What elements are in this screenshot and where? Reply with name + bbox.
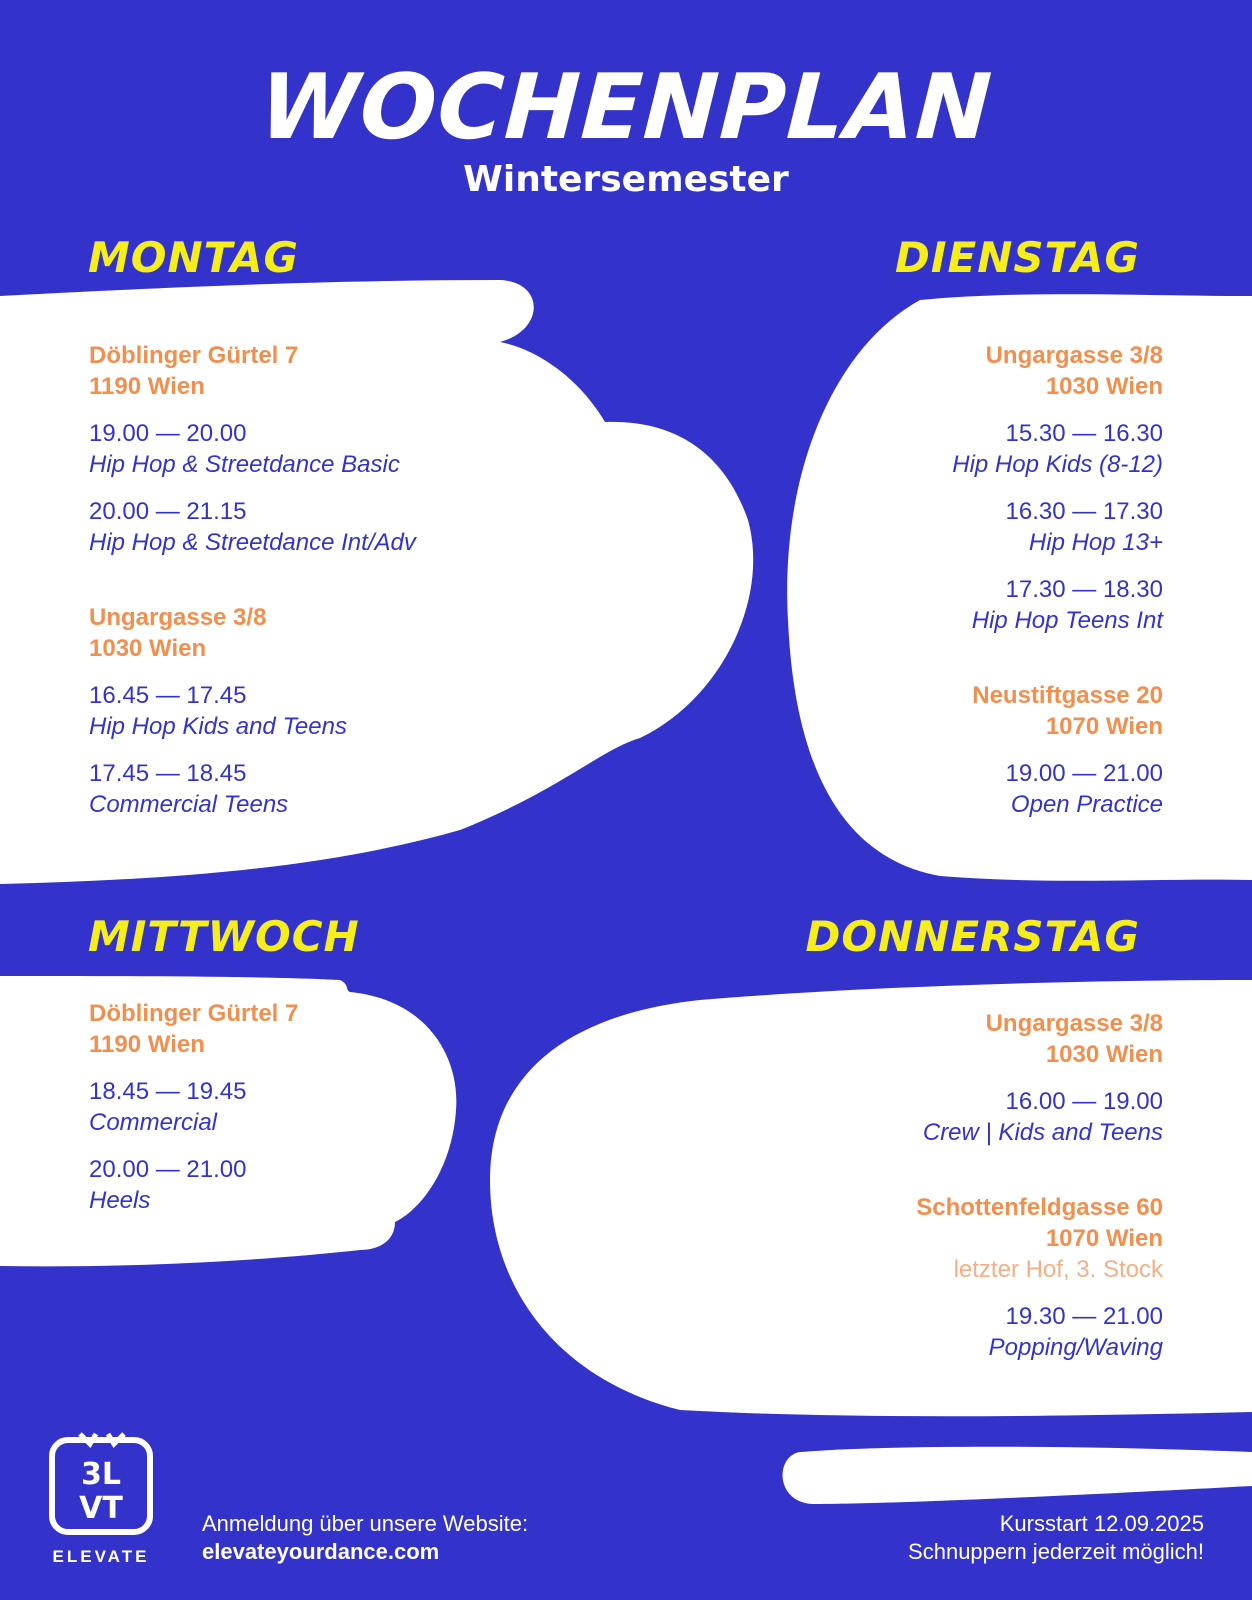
mittwoch-schedule bbox=[89, 998, 419, 1216]
location-city: 1190 Wien bbox=[89, 1031, 205, 1058]
class-slot bbox=[803, 758, 1163, 820]
class-slot bbox=[803, 418, 1163, 480]
class-name: Commercial Teens bbox=[89, 791, 289, 818]
location-street: Schottenfeldgasse 60 bbox=[916, 1194, 1163, 1221]
day-heading-dienstag: DIENSTAG bbox=[895, 233, 1140, 282]
class-name: Hip Hop & Streetdance Int/Adv bbox=[89, 529, 416, 556]
class-name: Crew | Kids and Teens bbox=[922, 1119, 1163, 1146]
page-title: WOCHENPLAN bbox=[257, 55, 995, 160]
class-time: 20.00 — 21.00 bbox=[89, 1156, 247, 1183]
class-time: 19.00 — 21.00 bbox=[1005, 760, 1163, 787]
course-start: Kursstart 12.09.2025 bbox=[999, 1511, 1204, 1536]
class-time: 15.30 — 16.30 bbox=[1005, 420, 1163, 447]
dienstag-schedule bbox=[803, 340, 1163, 820]
registration-info bbox=[202, 1510, 528, 1566]
location-street: Ungargasse 3/8 bbox=[985, 1010, 1163, 1037]
class-name: Hip Hop Kids and Teens bbox=[89, 713, 347, 740]
class-slot bbox=[803, 574, 1163, 636]
class-name: Commercial bbox=[89, 1109, 218, 1136]
class-slot bbox=[743, 1086, 1163, 1148]
location-note: letzter Hof, 3. Stock bbox=[953, 1256, 1163, 1283]
class-time: 19.30 — 21.00 bbox=[1005, 1303, 1163, 1330]
class-time: 17.30 — 18.30 bbox=[1005, 576, 1163, 603]
bottom-stripe bbox=[783, 1447, 1252, 1504]
class-time: 16.45 — 17.45 bbox=[89, 682, 247, 709]
class-time: 20.00 — 21.15 bbox=[89, 498, 247, 525]
logo-icon bbox=[46, 1428, 156, 1538]
svg-text:VT: VT bbox=[79, 1491, 123, 1526]
class-time: 17.45 — 18.45 bbox=[89, 760, 247, 787]
location-city: 1190 Wien bbox=[89, 373, 205, 400]
logo-label: ELEVATE bbox=[52, 1547, 150, 1566]
class-name: Hip Hop 13+ bbox=[1028, 529, 1163, 556]
class-slot bbox=[89, 1154, 419, 1216]
class-name: Open Practice bbox=[1010, 791, 1163, 818]
class-time: 19.00 — 20.00 bbox=[89, 420, 247, 447]
class-name: Hip Hop Kids (8-12) bbox=[952, 451, 1163, 478]
registration-label: Anmeldung über unsere Website: bbox=[202, 1511, 529, 1536]
donnerstag-schedule bbox=[743, 1008, 1163, 1363]
montag-schedule bbox=[89, 340, 529, 820]
location-city: 1070 Wien bbox=[1045, 713, 1163, 740]
class-slot bbox=[803, 496, 1163, 558]
location-street: Ungargasse 3/8 bbox=[89, 604, 267, 631]
class-time: 16.00 — 19.00 bbox=[1005, 1088, 1163, 1115]
elevate-logo bbox=[46, 1428, 156, 1567]
day-heading-donnerstag: DONNERSTAG bbox=[805, 912, 1140, 961]
website-link[interactable]: elevateyourdance.com bbox=[202, 1539, 440, 1564]
class-slot bbox=[743, 1301, 1163, 1363]
location-city: 1070 Wien bbox=[1045, 1225, 1163, 1252]
location-street: Döblinger Gürtel 7 bbox=[89, 1000, 299, 1027]
location-street: Döblinger Gürtel 7 bbox=[89, 342, 299, 369]
trial-note: Schnuppern jederzeit möglich! bbox=[908, 1539, 1204, 1564]
location-street: Neustiftgasse 20 bbox=[972, 682, 1163, 709]
class-time: 18.45 — 19.45 bbox=[89, 1078, 247, 1105]
class-slot bbox=[89, 496, 529, 558]
location-street: Ungargasse 3/8 bbox=[985, 342, 1163, 369]
class-slot bbox=[89, 418, 529, 480]
page-subtitle: Wintersemester bbox=[463, 159, 789, 200]
location-city: 1030 Wien bbox=[1045, 373, 1163, 400]
class-slot bbox=[89, 1076, 419, 1138]
class-name: Hip Hop & Streetdance Basic bbox=[89, 451, 400, 478]
day-heading-montag: MONTAG bbox=[88, 233, 300, 282]
class-name: Hip Hop Teens Int bbox=[971, 607, 1163, 634]
class-name: Popping/Waving bbox=[988, 1334, 1163, 1361]
svg-text:3L: 3L bbox=[81, 1457, 121, 1492]
class-time: 16.30 — 17.30 bbox=[1005, 498, 1163, 525]
class-name: Heels bbox=[89, 1187, 151, 1214]
course-start-info bbox=[908, 1510, 1204, 1566]
location-city: 1030 Wien bbox=[1045, 1041, 1163, 1068]
class-slot bbox=[89, 680, 529, 742]
location-city: 1030 Wien bbox=[89, 635, 207, 662]
class-slot bbox=[89, 758, 529, 820]
day-heading-mittwoch: MITTWOCH bbox=[88, 912, 360, 961]
